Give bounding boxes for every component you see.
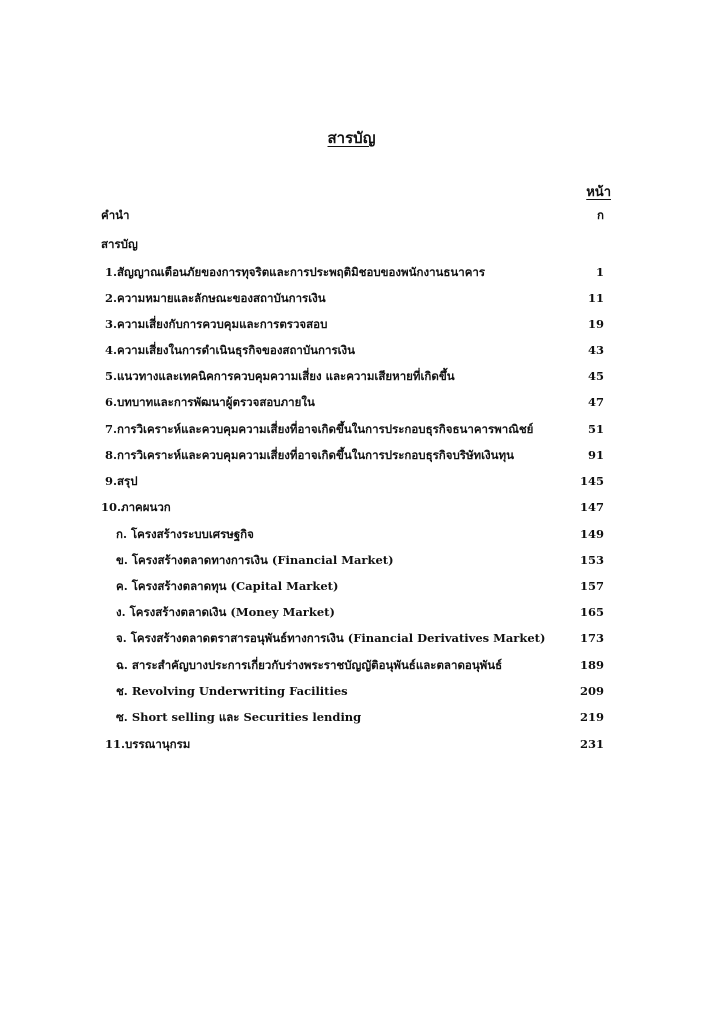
toc-entry-appendix-e[interactable] bbox=[116, 629, 604, 647]
toc-entry-label: ข. โครงสร้างตลาดทางการเงิน (Financial Market) bbox=[116, 553, 394, 567]
toc-entry-label: 5.แนวทางและเทคนิคการควบคุมความเสี่ยง และความเสียหายที่เกิดขึ้น bbox=[105, 369, 455, 383]
toc-entry-page: 149 bbox=[579, 527, 604, 541]
toc-entry-page: 51 bbox=[587, 422, 604, 436]
toc-entry-page: 145 bbox=[579, 474, 604, 488]
toc-entry-page: 219 bbox=[579, 710, 604, 724]
toc-entry-chapter-3[interactable] bbox=[105, 315, 604, 333]
toc-entry-chapter-1[interactable] bbox=[105, 263, 604, 281]
toc-entry-appendix-g[interactable] bbox=[116, 682, 604, 700]
toc-entry-label: สารบัญ bbox=[101, 237, 138, 251]
toc-entry-chapter-7[interactable] bbox=[105, 420, 604, 438]
toc-entry-label: ฉ. สาระสำคัญบางประการเกี่ยวกับร่างพระราชบัญญัติอนุพันธ์และตลาดอนุพันธ์ bbox=[116, 658, 503, 672]
toc-entry-chapter-9[interactable] bbox=[105, 472, 604, 490]
toc-entry-appendix-a[interactable] bbox=[116, 525, 604, 543]
toc-entry-label: ช. Revolving Underwriting Facilities bbox=[116, 684, 348, 698]
toc-entry-label: ง. โครงสร้างตลาดเงิน (Money Market) bbox=[116, 605, 335, 619]
toc-entry-page: 165 bbox=[579, 605, 604, 619]
toc-entry-chapter-6[interactable] bbox=[105, 393, 604, 411]
toc-entry-chapter-5[interactable] bbox=[105, 367, 604, 385]
toc-entry-page: 173 bbox=[579, 631, 604, 645]
page-title: สารบัญ bbox=[327, 129, 376, 147]
toc-entry-label: ค. โครงสร้างตลาดทุน (Capital Market) bbox=[116, 579, 339, 593]
toc-entry-page: ก bbox=[597, 208, 604, 222]
toc-entry-page: 147 bbox=[579, 500, 604, 514]
toc-entry-page: 189 bbox=[579, 658, 604, 672]
toc-entry-page: 45 bbox=[587, 369, 604, 383]
toc-entry-page: 91 bbox=[587, 448, 604, 462]
toc-entry-label: 3.ความเสี่ยงกับการควบคุมและการตรวจสอบ bbox=[105, 317, 328, 331]
toc-entry-label: 4.ความเสี่ยงในการดำเนินธุรกิจของสถาบันการเงิน bbox=[105, 343, 356, 357]
toc-entry-label: 10.ภาคผนวก bbox=[101, 500, 171, 514]
toc-entry-page: 43 bbox=[587, 343, 604, 357]
toc-entry-page: 19 bbox=[587, 317, 604, 331]
toc-entry-appendix-b[interactable] bbox=[116, 551, 604, 569]
toc-entry-chapter-10[interactable] bbox=[101, 498, 604, 516]
toc-entry-page: 47 bbox=[587, 395, 604, 409]
toc-entry-label: จ. โครงสร้างตลาดตราสารอนุพันธ์ทางการเงิน (Financial Derivatives Market) bbox=[116, 631, 546, 645]
toc-entry-appendix-f[interactable] bbox=[116, 656, 604, 674]
toc-entry-chapter-4[interactable] bbox=[105, 341, 604, 359]
toc-entry-page: 209 bbox=[579, 684, 604, 698]
toc-entry-chapter-11[interactable] bbox=[105, 735, 604, 753]
toc-entry-contents[interactable] bbox=[101, 235, 604, 253]
toc-entry-appendix-c[interactable] bbox=[116, 577, 604, 595]
toc-entry-label: คำนำ bbox=[101, 208, 130, 222]
toc-entry-chapter-2[interactable] bbox=[105, 289, 604, 307]
toc-entry-page: 153 bbox=[579, 553, 604, 567]
toc-entry-chapter-8[interactable] bbox=[105, 446, 604, 464]
toc-entry-page: 157 bbox=[579, 579, 604, 593]
toc-entry-label: 1.สัญญาณเตือนภัยของการทุจริตและการประพฤติมิชอบของพนักงานธนาคาร bbox=[105, 265, 486, 279]
toc-entry-label: 6.บทบาทและการพัฒนาผู้ตรวจสอบภายใน bbox=[105, 395, 315, 409]
toc-entry-page: 11 bbox=[587, 291, 604, 305]
toc-entry-appendix-h[interactable] bbox=[116, 708, 604, 726]
toc-entry-label: 9.สรุป bbox=[105, 474, 138, 488]
toc-entry-label: 11.บรรณานุกรม bbox=[105, 737, 191, 751]
page-number-column-header: หน้า bbox=[586, 185, 611, 200]
toc-entry-label: 7.การวิเคราะห์และควบคุมความเสี่ยงที่อาจเกิดขึ้นในการประกอบธุรกิจธนาคารพาณิชย์ bbox=[105, 422, 534, 436]
toc-entry-page: 1 bbox=[595, 265, 604, 279]
toc-entry-page: 231 bbox=[579, 737, 604, 751]
toc-entry-label: 8.การวิเคราะห์และควบคุมความเสี่ยงที่อาจเกิดขึ้นในการประกอบธุรกิจบริษัทเงินทุน bbox=[105, 448, 514, 462]
toc-entry-label: ก. โครงสร้างระบบเศรษฐกิจ bbox=[116, 527, 254, 541]
toc-entry-foreword[interactable] bbox=[101, 206, 604, 224]
toc-entry-label: ซ. Short selling และ Securities lending bbox=[116, 710, 362, 724]
toc-entry-appendix-d[interactable] bbox=[116, 603, 604, 621]
toc-entry-label: 2.ความหมายและลักษณะของสถาบันการเงิน bbox=[105, 291, 326, 305]
